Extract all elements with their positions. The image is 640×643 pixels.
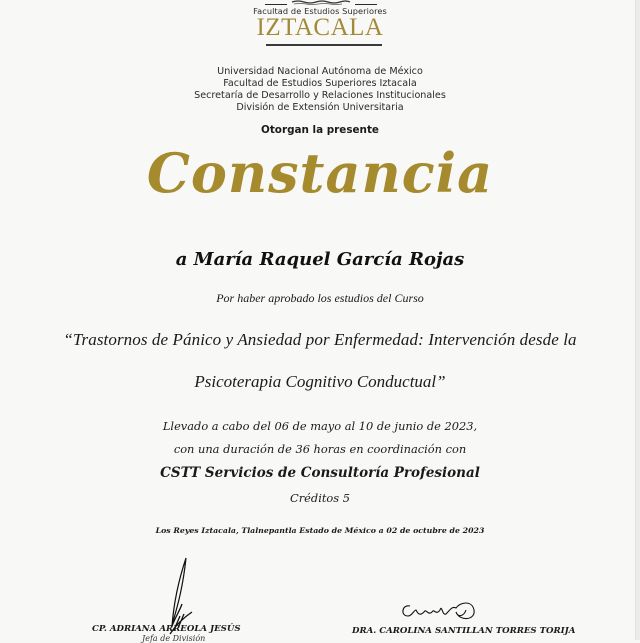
course-title-line-1: “Trastornos de Pánico y Ansiedad por Enfermedad: Intervención desde la [63,330,577,349]
grant-line: Otorgan la presente [261,124,379,136]
institution-line-3: Secretaría de Desarrollo y Relaciones Institucionales [194,90,446,101]
logo-subtitle: Facultad de Estudios Superiores [253,6,387,16]
course-title-line-2: Psicoterapia Cognitivo Conductual” [194,372,446,391]
signer-left-name: CP. ADRIANA ARREOLA JESÚS [92,624,241,634]
signature-right-icon [398,598,484,624]
institution-line-1: Universidad Nacional Autónoma de México [217,66,423,77]
logo-rule-left [265,4,287,5]
logo-rule-right [355,4,377,5]
course-duration: con una duración de 36 horas en coordinación con [173,442,467,456]
recipient-name: a María Raquel García Rojas [175,249,465,270]
crest-ornament-icon [290,0,352,5]
course-credits: Créditos 5 [290,491,350,505]
coordinating-organization: CSTT Servicios de Consultoría Profesional [160,465,480,481]
signer-right-name: DRA. CAROLINA SANTILLAN TORRES TORIJA [352,626,576,636]
signer-left-role: Jefa de División [142,634,206,643]
logo-underline [266,44,382,46]
reason-text: Por haber aprobado los estudios del Curso [216,291,424,305]
institution-line-2: Facultad de Estudios Superiores Iztacala [223,78,417,89]
certificate-title: Constancia [146,141,494,205]
place-and-date: Los Reyes Iztacala, Tlalnepantla Estado de México a 02 de octubre de 2023 [155,526,485,535]
institution-line-4: División de Extensión Universitaria [236,102,404,113]
course-dates: Llevado a cabo del 06 de mayo al 10 de junio de 2023, [162,419,478,433]
logo-name: IZTACALA [256,14,384,41]
